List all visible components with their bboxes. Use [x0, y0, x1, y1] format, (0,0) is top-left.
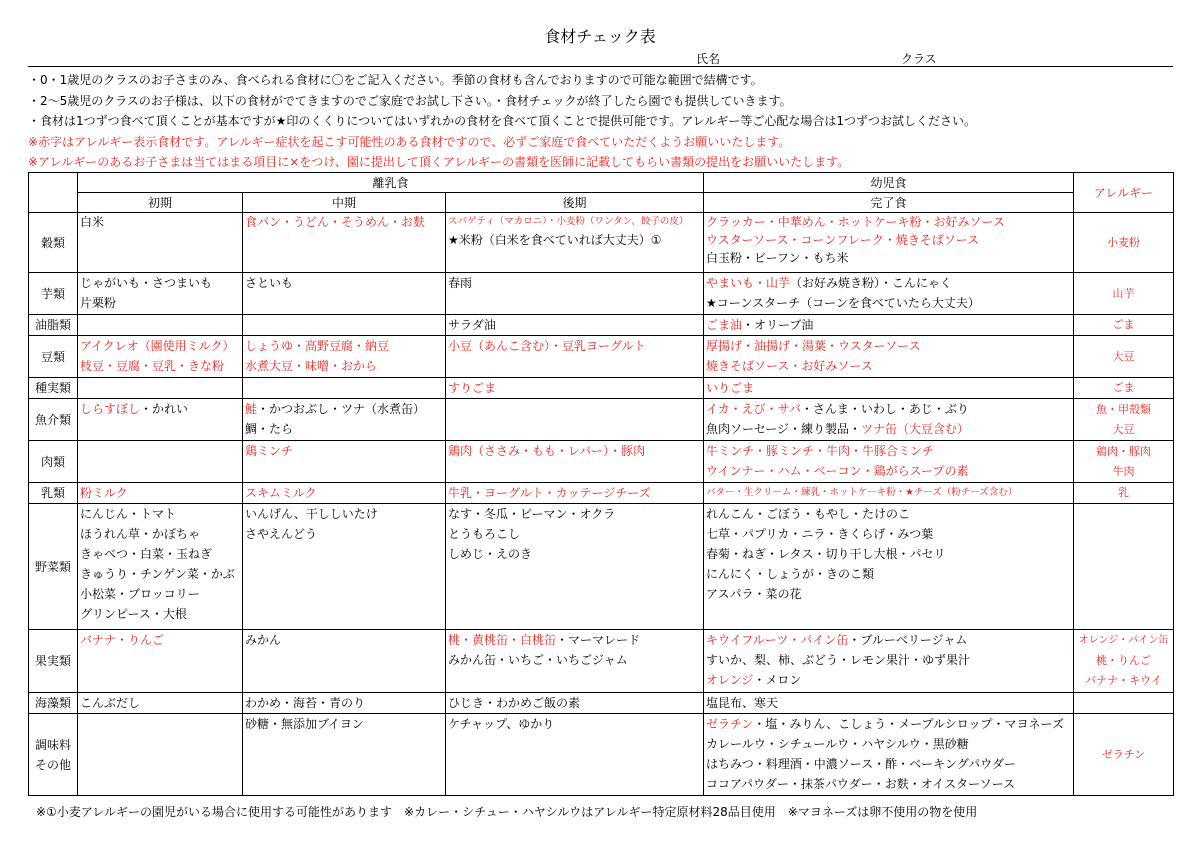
allergen-food-text: スキムミルク	[245, 486, 317, 500]
food-line	[245, 524, 443, 544]
food-line	[80, 524, 240, 544]
table-row	[29, 714, 1174, 796]
food-line	[245, 356, 443, 376]
food-text: さやえんどう	[245, 527, 318, 541]
allergy-cell	[1074, 483, 1174, 504]
food-line	[706, 399, 1071, 419]
food-line	[706, 231, 1071, 249]
food-text: ひじき・わかめご飯の素	[448, 696, 581, 710]
food-text: ケチャップ、ゆかり	[448, 717, 555, 731]
food-text: ・さんま・いわし・あじ・ぶり	[800, 402, 969, 416]
category-label: 野菜類	[29, 504, 78, 630]
food-cell	[446, 378, 704, 399]
allergy-item: 乳	[1118, 486, 1129, 499]
food-cell	[446, 714, 704, 796]
food-cell	[446, 630, 704, 693]
allergen-food-text: バナナ・りんご	[80, 633, 165, 647]
food-text: ★コーンスターチ（コーンを食べていたら大丈夫）	[706, 296, 980, 310]
allergy-item: 桃・りんご	[1096, 654, 1151, 667]
food-line	[706, 693, 1071, 713]
food-text: ・ブルーベリージャム	[848, 633, 968, 647]
allergen-food-text: すりごま	[448, 381, 497, 395]
allergen-food-text: 桃・黄桃缶・白桃缶	[448, 633, 557, 647]
food-text: 塩昆布、寒天	[706, 696, 779, 710]
header-allergy: アレルギー	[1074, 173, 1174, 213]
food-line	[448, 483, 701, 503]
food-line	[80, 483, 240, 503]
food-cell	[78, 378, 243, 399]
food-cell	[78, 483, 243, 504]
food-cell	[704, 714, 1074, 796]
table-row	[29, 483, 1174, 504]
allergen-food-text: イカ・えび・サバ	[706, 402, 801, 416]
table-row	[29, 504, 1174, 630]
category-label: 肉類	[29, 441, 78, 483]
category-label: 豆類	[29, 336, 78, 378]
allergy-item: 大豆	[1112, 349, 1135, 363]
allergy-cell	[1074, 504, 1174, 630]
allergen-food-text: ウスターソース・コーンフレーク・焼きそばソース	[706, 233, 980, 247]
food-text: ・かつおぶし・ツナ（水煮缶）	[257, 402, 426, 416]
food-line	[706, 564, 1071, 584]
food-line	[245, 419, 443, 439]
food-line	[448, 714, 701, 734]
food-text: 春菊・ねぎ・レタス・切り干し大根・パセリ	[706, 547, 946, 561]
note-line-warning: ※アレルギーのあるお子さまは当てはまる項目に×をつけ、園に提出して頂くアレルギーの書類を医師に記載してもらい書類の提出をお願いいたします。	[28, 155, 850, 169]
food-text: にんじん・トマト	[80, 507, 177, 521]
corner-cell	[29, 173, 78, 213]
table-row	[29, 213, 1174, 273]
food-line	[245, 714, 443, 734]
food-line	[706, 630, 1071, 650]
allergen-food-text: 粉ミルク	[80, 486, 128, 500]
note-line: ・食材は1つずつ食べて頂くことが基本ですが★印のくくりについてはいずれかの食材を食べて頂くことで提供可能です。アレルギー等ご心配な場合は1つずつお試しください。	[28, 114, 977, 128]
food-line	[706, 441, 1071, 461]
allergy-item: ゼラチン	[1101, 747, 1146, 761]
food-cell	[243, 630, 446, 693]
food-text: 魚肉ソーセージ・練り製品・	[706, 422, 862, 436]
allergy-item: 山芋	[1112, 286, 1135, 300]
food-cell	[446, 273, 704, 315]
food-cell	[78, 714, 243, 796]
food-line	[706, 544, 1071, 564]
allergen-food-text: 枝豆・豆腐・豆乳・きな粉	[80, 359, 225, 373]
food-line	[706, 213, 1071, 231]
allergen-food-text: ツナ缶（大豆含む）	[861, 422, 970, 436]
food-text: ・かれい	[140, 402, 189, 416]
food-line	[80, 564, 240, 584]
allergy-item: 小麦粉	[1107, 235, 1140, 249]
food-line	[706, 461, 1071, 481]
food-cell	[78, 630, 243, 693]
food-line	[448, 213, 701, 231]
food-text: はちみつ・料理酒・中濃ソース・酢・ベーキングパウダー	[706, 757, 1016, 771]
food-line	[80, 544, 240, 564]
food-cell	[446, 504, 704, 630]
allergen-food-text: 食パン・うどん・そうめん・お麩	[245, 215, 426, 229]
food-cell	[243, 273, 446, 315]
food-cell	[704, 504, 1074, 630]
food-line	[80, 273, 240, 293]
food-line	[448, 378, 701, 398]
food-text: 小松菜・ブロッコリー	[80, 587, 200, 601]
allergy-cell	[1074, 336, 1174, 378]
food-check-table	[28, 172, 1174, 796]
allergen-food-text: バター・生クリーム・練乳・ホットケーキ粉・★チーズ（粉チーズ含む）	[706, 487, 1018, 498]
allergy-cell	[1074, 273, 1174, 315]
food-cell	[446, 693, 704, 714]
food-line	[80, 213, 240, 231]
food-cell	[78, 213, 243, 273]
food-line	[706, 378, 1071, 398]
food-cell	[704, 273, 1074, 315]
food-cell	[243, 441, 446, 483]
food-line	[448, 231, 701, 249]
allergy-cell	[1074, 441, 1174, 483]
allergen-food-text: 焼きそばソース・お好みソース	[706, 359, 873, 373]
food-text: なす・冬瓜・ピーマン・オクラ	[448, 507, 616, 521]
allergen-food-text: しらすぼし	[80, 402, 141, 416]
food-cell	[704, 693, 1074, 714]
name-class-line	[28, 50, 1173, 67]
allergy-item: オレンジ・パイン缶	[1078, 635, 1169, 646]
food-cell	[446, 483, 704, 504]
food-line	[448, 504, 701, 524]
allergen-food-text: クラッカー・中華めん・ホットケーキ粉・お好みソース	[706, 215, 1005, 229]
food-line	[80, 604, 240, 624]
name-label: 氏名	[696, 52, 721, 66]
food-text: じゃがいも・さつまいも	[80, 276, 213, 290]
instructions	[28, 70, 976, 173]
food-text: ココアパウダー・抹茶パウダー・お麩・オイスターソース	[706, 777, 1016, 791]
food-cell	[704, 213, 1074, 273]
food-line	[80, 336, 240, 356]
food-text: ・オリーブ油	[742, 318, 814, 332]
food-text: わかめ・海苔・青のり	[245, 696, 366, 710]
food-cell	[446, 441, 704, 483]
food-text: 鯛・たら	[245, 422, 294, 436]
note-line: ・2～5歳児のクラスのお子様は、以下の食材がでてきますのでご家庭でお試し下さい。・食材チェックが終了したら園でも提供していきます。	[28, 93, 792, 108]
page-title: 食材チェック表	[544, 27, 656, 46]
food-line	[448, 441, 701, 461]
food-line	[80, 356, 240, 376]
allergen-food-text: ごま油	[706, 318, 743, 332]
allergen-food-text: 牛ミンチ・豚ミンチ・牛肉・牛豚合ミンチ	[706, 444, 935, 458]
food-line	[80, 693, 240, 713]
category-label: 芋類	[29, 273, 78, 315]
food-text: ほうれん草・かぼちゃ	[80, 527, 201, 541]
food-cell	[78, 693, 243, 714]
allergen-food-text: オレンジ	[706, 673, 754, 687]
food-line	[245, 504, 443, 524]
allergen-food-text: スパゲティ（マカロニ）・小麦粉（ワンタン、餃子の皮）	[448, 216, 689, 227]
food-text: すいか、梨、柿、ぶどう・レモン果汁・ゆず果汁	[706, 653, 971, 667]
allergy-item: ごま	[1112, 318, 1135, 331]
food-text: ・マーマレード	[556, 633, 641, 647]
allergy-cell	[1074, 213, 1174, 273]
category-label: 種実類	[29, 378, 78, 399]
food-rows	[29, 213, 1174, 796]
table-row	[29, 693, 1174, 714]
class-label: クラス	[901, 52, 937, 66]
table-row	[29, 315, 1174, 336]
food-text: みかん	[245, 633, 282, 647]
food-line	[245, 273, 443, 293]
table-row	[29, 399, 1174, 441]
header-yoji: 幼児食	[704, 173, 1074, 193]
food-cell	[78, 441, 243, 483]
allergy-item: 魚・甲殻類	[1096, 402, 1151, 416]
food-text: ★米粉（白米を食べていれば大丈夫）①	[448, 233, 662, 247]
food-line	[706, 356, 1071, 376]
note-line-warning: ※赤字はアレルギー表示食材です。アレルギー症状を起こす可能性のある食材ですので、必ずご家庭で食べていただくようお願いいたします。	[28, 134, 791, 149]
food-text: ・塩・みりん、こしょう・メープルシロップ・マヨネーズ	[753, 717, 1064, 731]
food-line	[706, 734, 1071, 754]
food-text: 砂糖・無添加ブイヨン	[245, 717, 364, 731]
allergen-food-text: 鶏ミンチ	[245, 444, 294, 458]
food-text: ・メロン	[753, 673, 802, 687]
table-row	[29, 441, 1174, 483]
table-row	[29, 630, 1174, 693]
food-text: 七草・パプリカ・ニラ・きくらげ・みつ葉	[706, 527, 934, 541]
footnote: ※①小麦アレルギーの園児がいる場合に使用する可能性があります ※カレー・シチュー・ハヤシルウはアレルギー特定原材料28品目使用 ※マヨネーズは卵不使用の物を使用	[36, 805, 978, 819]
allergy-item: 牛肉	[1112, 464, 1135, 478]
food-text: 白玉粉・ビーフン・もち米	[706, 251, 849, 265]
allergy-cell	[1074, 315, 1174, 336]
header-early: 初期	[78, 193, 243, 213]
allergen-food-text: 厚揚げ・油揚げ・湯葉・ウスターソース	[706, 339, 921, 353]
food-cell	[243, 315, 446, 336]
allergy-item: 鶏肉・豚肉	[1096, 444, 1151, 458]
allergen-food-text: キウイフルーツ・パイン缶	[706, 633, 849, 647]
food-line	[448, 524, 701, 544]
food-line	[448, 336, 701, 356]
food-cell	[243, 336, 446, 378]
food-line	[706, 714, 1071, 734]
food-line	[80, 293, 240, 313]
category-label: 海藻類	[29, 693, 78, 714]
food-text: 春雨	[448, 276, 473, 290]
allergen-food-text: 鶏肉（ささみ・もも・レバー）・豚肉	[448, 444, 646, 458]
food-line	[245, 213, 443, 231]
food-text: きゅうり・チンゲン菜・かぶ	[80, 567, 235, 581]
allergy-cell	[1074, 630, 1174, 693]
allergen-food-text: 牛乳・ヨーグルト・カッテージチーズ	[448, 486, 651, 500]
food-cell	[704, 378, 1074, 399]
food-line	[245, 483, 443, 503]
food-line	[245, 399, 443, 419]
food-line	[245, 441, 443, 461]
allergy-cell	[1074, 693, 1174, 714]
food-cell	[78, 273, 243, 315]
food-text: （お好み焼き粉）・こんにゃく	[790, 276, 952, 290]
food-cell	[243, 483, 446, 504]
food-cell	[704, 630, 1074, 693]
category-label: 乳類	[29, 483, 78, 504]
food-cell	[78, 399, 243, 441]
food-line	[706, 650, 1071, 670]
header-complete: 完了食	[704, 193, 1074, 213]
food-line	[245, 693, 443, 713]
food-line	[80, 584, 240, 604]
food-cell	[704, 483, 1074, 504]
food-cell	[78, 315, 243, 336]
food-cell	[243, 213, 446, 273]
food-line	[706, 754, 1071, 774]
food-cell	[704, 336, 1074, 378]
header-rinyu: 離乳食	[78, 173, 704, 193]
allergy-cell	[1074, 378, 1174, 399]
food-text: れんこん・ごぼう・もやし・たけのこ	[706, 507, 911, 521]
allergen-food-text: やまいも・山芋	[706, 276, 791, 290]
food-cell	[446, 399, 704, 441]
allergen-food-text: しょうゆ・高野豆腐・納豆	[245, 339, 390, 353]
food-text: グリンピース・大根	[80, 607, 187, 621]
food-text: カレールウ・シチュールウ・ハヤシルウ・黒砂糖	[706, 737, 969, 751]
food-line	[706, 483, 1071, 503]
food-text: とうもろこし	[448, 527, 521, 541]
food-cell	[446, 315, 704, 336]
food-text: しめじ・えのき	[448, 547, 533, 561]
food-line	[706, 584, 1071, 604]
food-line	[448, 650, 701, 670]
food-line	[706, 419, 1071, 439]
food-text: にんにく・しょうが・きのこ類	[706, 567, 875, 581]
food-text: 片栗粉	[80, 296, 117, 310]
food-line	[448, 693, 701, 713]
category-label: 穀類	[29, 213, 78, 273]
food-text: みかん缶・いちご・いちごジャム	[448, 653, 628, 667]
food-line	[80, 399, 240, 419]
allergen-food-text: いりごま	[706, 381, 755, 395]
category-label: 果実類	[29, 630, 78, 693]
table-row	[29, 273, 1174, 315]
food-cell	[243, 504, 446, 630]
food-text: サラダ油	[448, 318, 496, 332]
category-label: 調味料 その他	[29, 714, 78, 796]
food-text: 白米	[80, 215, 105, 229]
food-line	[706, 315, 1071, 335]
food-text: こんぶだし	[80, 696, 141, 710]
allergen-food-text: 小豆（あんこ含む）・豆乳ヨーグルト	[448, 339, 646, 353]
food-line	[706, 273, 1071, 293]
food-cell	[704, 315, 1074, 336]
table-row	[29, 336, 1174, 378]
category-label: 油脂類	[29, 315, 78, 336]
table-row	[29, 378, 1174, 399]
header-late: 後期	[446, 193, 704, 213]
food-line	[706, 504, 1071, 524]
food-cell	[78, 504, 243, 630]
allergen-food-text: 水煮大豆・味噌・おから	[245, 359, 378, 373]
allergen-food-text: 鮭	[245, 402, 258, 416]
food-line	[448, 630, 701, 650]
food-line	[448, 315, 701, 335]
food-line	[706, 293, 1071, 313]
food-cell	[446, 336, 704, 378]
food-line	[80, 504, 240, 524]
food-line	[706, 249, 1071, 267]
food-cell	[446, 213, 704, 273]
food-line	[245, 336, 443, 356]
allergy-item: バナナ・キウイ	[1085, 674, 1162, 687]
food-line	[448, 273, 701, 293]
food-cell	[704, 399, 1074, 441]
food-cell	[704, 441, 1074, 483]
food-cell	[243, 714, 446, 796]
food-line	[706, 524, 1071, 544]
allergy-cell	[1074, 714, 1174, 796]
allergen-food-text: ウインナー・ハム・ベーコン・鶏がらスープの素	[706, 464, 969, 478]
food-text: アスパラ・菜の花	[706, 587, 802, 601]
category-label: 魚介類	[29, 399, 78, 441]
food-line	[245, 630, 443, 650]
food-text: きゃべつ・白菜・玉ねぎ	[80, 547, 213, 561]
food-cell	[243, 693, 446, 714]
header-middle: 中期	[243, 193, 446, 213]
allergy-item: 大豆	[1112, 422, 1135, 436]
food-line	[706, 670, 1071, 690]
allergen-food-text: ゼラチン	[706, 717, 754, 731]
food-cell	[78, 336, 243, 378]
food-text: いんげん、干ししいたけ	[245, 507, 378, 521]
food-line	[448, 544, 701, 564]
food-cell	[243, 378, 446, 399]
allergen-food-text: アイクレオ（園使用ミルク）	[80, 339, 235, 353]
food-line	[80, 630, 240, 650]
note-line: ・0・1歳児のクラスのお子さまのみ、食べられる食材に〇をご記入ください。季節の食材も含んでおりますので可能な範囲で結構です。	[28, 73, 763, 87]
food-cell	[243, 399, 446, 441]
food-line	[706, 336, 1071, 356]
allergy-cell	[1074, 399, 1174, 441]
food-line	[706, 774, 1071, 794]
allergy-item: ごま	[1112, 381, 1135, 394]
food-text: さといも	[245, 276, 294, 290]
